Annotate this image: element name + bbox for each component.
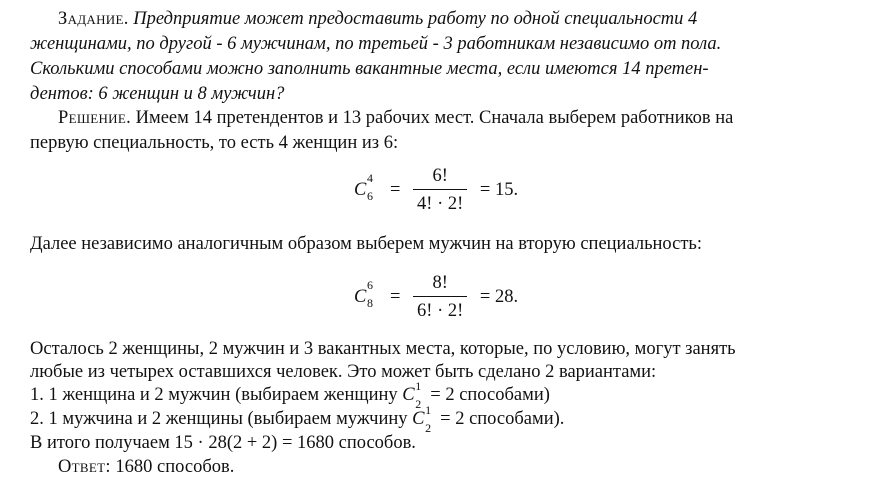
variant-1: 1. 1 женщина и 2 мужчин (выбираем женщину C 1 2 = 2 способами): [30, 379, 550, 411]
formula1-numerator: 6!: [413, 165, 467, 190]
answer-value: 1680 способов.: [115, 457, 235, 477]
solution-line-1: [58, 107, 733, 129]
solution-total: В итого получаем 15 · 28(2 + 2) = 1680 способов.: [30, 433, 416, 453]
formula1-result: = 15.: [479, 179, 519, 200]
task-text-2: женщинами, по другой - 6 мужчинам, по третьей - 3 работникам независимо от пола.: [30, 34, 722, 54]
variant-2: 2. 1 мужчина и 2 женщины (выбираем мужчину C 1 2 = 2 способами).: [30, 403, 565, 435]
answer-line: [58, 456, 234, 478]
formula2-numerator: 8!: [413, 272, 467, 297]
formula-combination-men: C 6 8 = $\frac{8!}{6! \cdot 2!}$ = 28.: [354, 273, 519, 321]
solution-text-4: Осталось 2 женщины, 2 мужчин и 3 вакантных места, которые, по условию, могут занять: [30, 339, 736, 359]
task-text-1: Предприятие может предоставить работу по одной специальности 4: [133, 9, 698, 29]
task-text-3: Сколькими способами можно заполнить вакантные места, если имеются 14 претен-: [30, 59, 709, 79]
formula1-c: C 4 6: [354, 170, 373, 203]
formula2-c: C 6 8: [354, 277, 373, 310]
solution-text-3: Далее независимо аналогичным образом выберем мужчин на вторую специальность:: [30, 234, 702, 254]
formula2-denominator: 6! · 2!: [417, 301, 464, 321]
answer-label: Ответ:: [58, 457, 111, 477]
solution-text-1: Имеем 14 претендентов и 13 рабочих мест. Сначала выберем работников на: [135, 108, 734, 128]
formula2-fraction: [413, 272, 467, 322]
task-text-4: дентов: 6 женщин и 8 мужчин?: [30, 84, 285, 104]
solution-label: Решение.: [58, 108, 132, 128]
variant2-c: C 1 2: [412, 403, 432, 435]
formula1-denominator: 4! · 2!: [417, 194, 464, 214]
task-line-1: [58, 8, 697, 30]
formula1-fraction: [413, 165, 467, 215]
solution-text-2: первую специальность, то есть 4 женщин из 6:: [30, 133, 399, 153]
formula-combination-women: C 4 6 = $\frac{6!}{4! \cdot 2!}$ = 15.: [354, 166, 519, 214]
variant1-c: C 1 2: [402, 379, 422, 411]
formula2-result: = 28.: [479, 286, 519, 307]
task-label: Задание.: [58, 9, 129, 29]
solution-text-5: любые из четырех оставшихся человек. Это может быть сделано 2 вариантами:: [30, 362, 657, 382]
